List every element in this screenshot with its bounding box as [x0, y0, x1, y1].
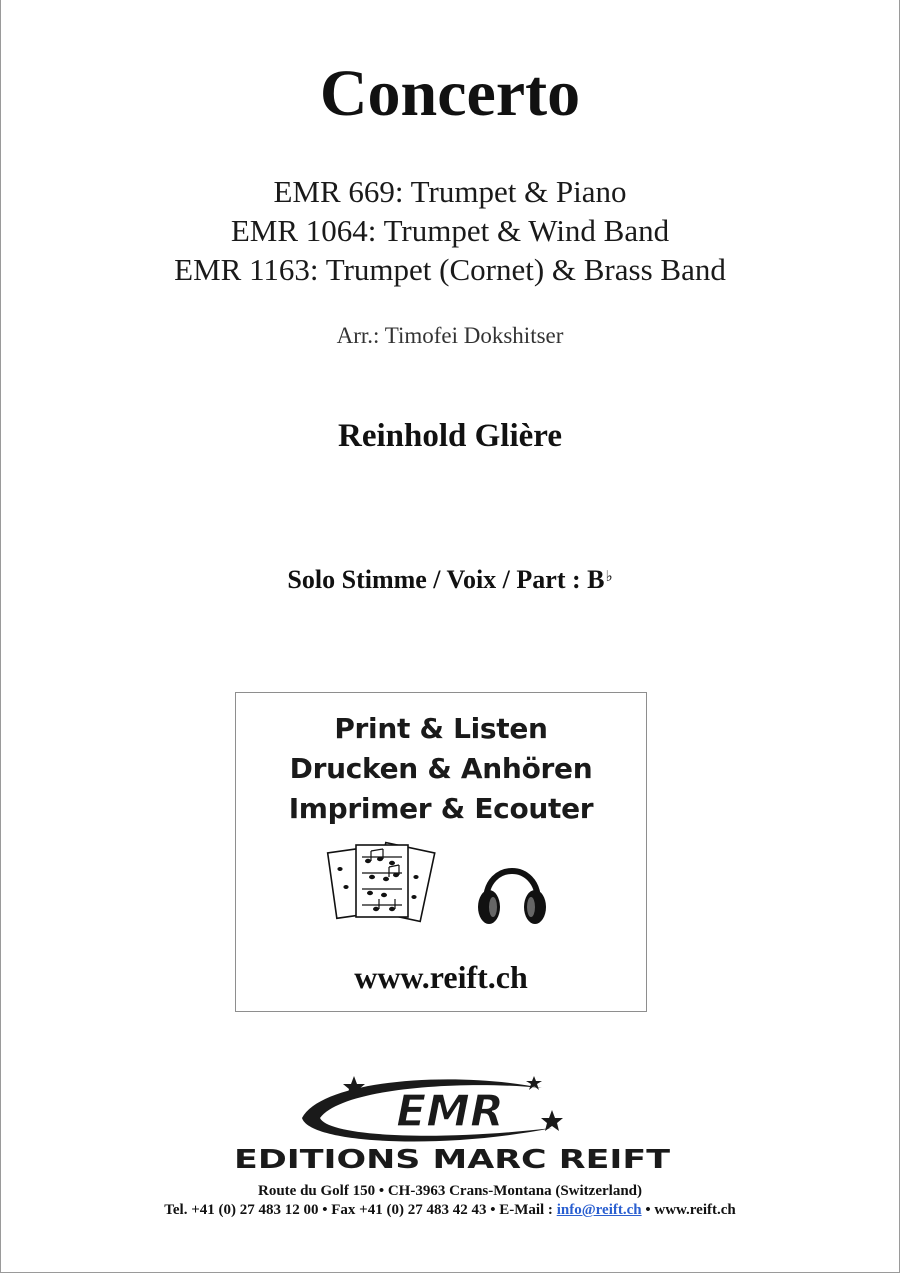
sheet-music-icon [328, 843, 435, 922]
page-title: Concerto [319, 57, 581, 130]
edition-line: EMR 1064: Trumpet & Wind Band [230, 213, 670, 248]
emr-logo [232, 1072, 672, 1172]
contact-website: • www.reift.ch [641, 1202, 736, 1218]
part-label [0, 562, 900, 598]
headphones-icon [478, 871, 546, 924]
promo-line: Print & Listen [334, 712, 548, 745]
print-listen-box [235, 692, 647, 1012]
email-link[interactable]: info@reift.ch [556, 1202, 642, 1218]
composer: Reinhold Glière [338, 418, 562, 454]
promo-line: Drucken & Anhören [289, 752, 593, 785]
emr-logo-text: EMR [396, 1086, 504, 1137]
promo-url[interactable]: www.reift.ch [354, 959, 528, 995]
edition-line: EMR 1163: Trumpet (Cornet) & Brass Band [174, 252, 726, 287]
edition-list [0, 172, 900, 289]
publisher-contact [0, 1199, 900, 1221]
promo-line: Imprimer & Ecouter [288, 792, 594, 825]
publisher-name: EDITIONS MARC REIFT [234, 1145, 671, 1172]
part-text: Solo Stimme / Voix / Part : B [287, 565, 605, 594]
edition-line: EMR 669: Trumpet & Piano [273, 174, 627, 209]
flat-sign: ♭ [605, 569, 613, 585]
promo-icons [326, 839, 566, 939]
contact-phone-fax: Tel. +41 (0) 27 483 12 00 • Fax +41 (0) 27 483 42 43 • E-Mail : [164, 1202, 557, 1218]
publisher-address: Route du Golf 150 • CH-3963 Crans-Montana (Switzerland) [258, 1183, 642, 1199]
promo-lines [236, 709, 646, 829]
arranger: Arr.: Timofei Dokshitser [336, 323, 564, 348]
